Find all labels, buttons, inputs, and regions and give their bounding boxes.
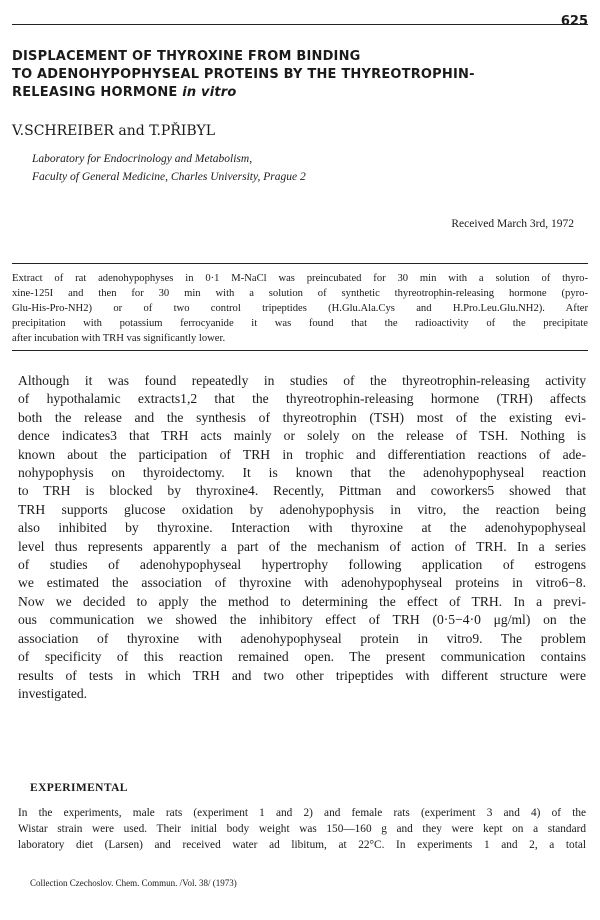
body-line: level thus represents apparently a part of the mechanism of action of TRH. In a series: [18, 538, 586, 554]
body-line: nohypophysis on thyroidectomy. It is known that the adenohypophyseal reaction: [18, 465, 586, 481]
body-line: of studies of adenohypophyseal hypertrophy following application of estrogens: [18, 557, 586, 573]
body-line: of hypothalamic extracts1,2 that the thyreotrophin-releasing hormone (TRH) affects: [18, 391, 586, 407]
header-rule: [12, 10, 588, 25]
body-line: we estimated the association of thyroxine with adenohypophyseal proteins in vitro6−8.: [18, 575, 586, 591]
affiliation-line-2: Faculty of General Medicine, Charles University, Prague 2: [32, 171, 306, 183]
body-line: to TRH is blocked by thyroxine4. Recently, Pittman and coworkers5 showed that: [18, 483, 586, 499]
affiliation-line-1: Laboratory for Endocrinology and Metabolism,: [32, 153, 253, 165]
section-heading: EXPERIMENTAL: [30, 782, 128, 794]
body-line: TRH supports glucose oxidation by adenohypophysis in vitro, the reaction being: [18, 501, 586, 517]
title-line-3: [12, 84, 588, 102]
received-date: Received March 3rd, 1972: [451, 218, 574, 230]
authors: V.SCHREIBER and T.PŘIBYL: [12, 123, 215, 139]
body-line: dence indicates3 that TRH acts mainly or solely on the release of TSH. Nothing is: [18, 428, 586, 444]
abstract: [12, 271, 588, 346]
body-text: [18, 372, 586, 703]
experimental-text: [18, 805, 586, 853]
title-line-2: TO ADENOHYPOPHYSEAL PROTEINS BY THE THYREOTROPHIN-: [12, 67, 475, 82]
title-line-3-text: RELEASING HORMONE: [12, 85, 178, 100]
body-line: Now we decided to apply the method to determining the effect of TRH. In a previ-: [18, 593, 586, 609]
body-line: known about the participation of TRH in trophic and differentiation reactions of ade-: [18, 446, 586, 462]
experimental-line: laboratory diet (Larsen) and received water ad libitum, at 22°C. In experiments 1 and 2, a total: [18, 839, 586, 851]
article-title: [12, 48, 588, 102]
title-line-3-italic: in vitro: [182, 85, 237, 100]
experimental-line: In the experiments, male rats (experiment 1 and 2) and female rats (experiment 3 and 4) of the: [18, 807, 586, 819]
abstract-bottom-rule: [12, 350, 588, 351]
body-line: investigated.: [18, 685, 88, 701]
abstract-line: precipitation with potassium ferrocyanide it was found that the radioactivity of the precipitate: [12, 318, 588, 329]
abstract-line: Glu-His-Pro-NH2) or of two control tripeptides (H.Glu.Ala.Cys and H.Pro.Leu.Glu.NH2). After: [12, 303, 588, 314]
abstract-line: Extract of rat adenohypophyses in 0·1 M-NaCl was preincubated for 30 min with a solution of thyro-: [12, 273, 588, 284]
affiliation: [32, 150, 306, 186]
journal-footer: Collection Czechoslov. Chem. Commun. /Vol. 38/ (1973): [30, 878, 237, 888]
experimental-line: Wistar strain were used. Their initial body weight was 150—160 g and they were kept on a standard: [18, 823, 586, 835]
abstract-line: after incubation with TRH vas significantly lower.: [12, 333, 226, 344]
body-line: of specificity of this reaction remained open. The present communication contains: [18, 649, 586, 665]
abstract-line: xine-125I and then for 30 min with a solution of synthetic thyreotrophin-releasing hormone (pyro-: [12, 288, 588, 299]
body-line: both the release and the synthesis of thyreotrophin (TSH) most of the existing evi-: [18, 409, 586, 425]
body-line: association of thyroxine with adenohypophyseal protein in vitro9. The problem: [18, 630, 586, 646]
abstract-top-rule: [12, 263, 588, 264]
title-line-1: DISPLACEMENT OF THYROXINE FROM BINDING: [12, 49, 361, 64]
body-line: also inhibited by thyroxine. Interaction with thyroxine at the adenohypophyseal: [18, 520, 586, 536]
body-line: results of tests in which TRH and two other tripeptides with different structure were: [18, 667, 586, 683]
body-line: Although it was found repeatedly in studies of the thyreotrophin-releasing activity: [18, 373, 586, 388]
page-number: 625: [560, 14, 588, 29]
body-line: ous communication we showed the inhibitory effect of TRH (0·5−4·0 μg/ml) on the: [18, 612, 586, 628]
